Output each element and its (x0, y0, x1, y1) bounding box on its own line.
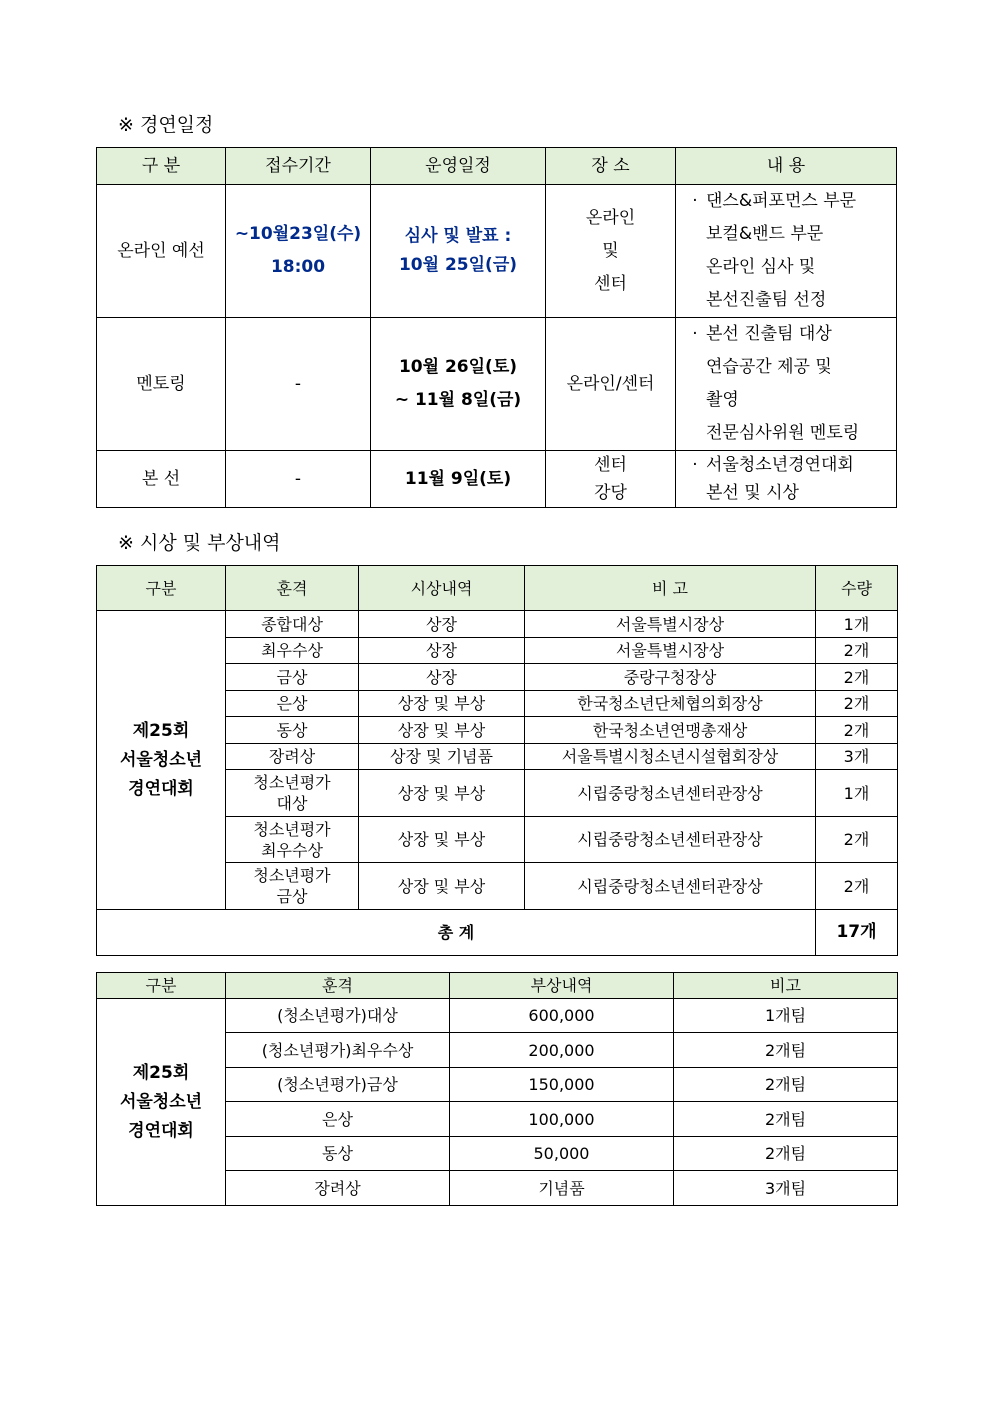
schedule-table (96, 147, 897, 508)
detail-cell: 상장 및 부상 (359, 717, 525, 744)
note-cell: 2개팀 (674, 1102, 898, 1137)
header-cell: 부상내역 (450, 973, 674, 999)
content-line: · 서울청소년경연대회 (684, 451, 896, 479)
detail-cell: 상장 및 부상 (359, 863, 525, 910)
content-cell (676, 185, 897, 318)
reception-line: ~10월23일(수) (234, 224, 362, 244)
rank-line: 청소년평가 (253, 773, 331, 792)
operation-line: 10월 25일(금) (398, 255, 518, 275)
group-label-line: 제25회 (132, 720, 190, 741)
schedule-header-row (97, 148, 897, 185)
reception-cell: - (226, 318, 371, 451)
rank-cell (226, 817, 359, 863)
rank-cell: (청소년평가)대상 (226, 999, 450, 1033)
qty-cell: 2개 (816, 817, 898, 863)
rank-cell: 은상 (226, 691, 359, 717)
detail-cell: 상장 및 부상 (359, 770, 525, 817)
place-line: 센터 (594, 273, 627, 294)
prize-cell: 기념품 (450, 1171, 674, 1206)
rank-cell (226, 863, 359, 910)
group-label-line: 제25회 (132, 1062, 190, 1083)
place-cell: 온라인/센터 (546, 318, 676, 451)
prize-cell: 150,000 (450, 1068, 674, 1102)
content-line: 연습공간 제공 및 (706, 357, 832, 377)
header-cell: 훈격 (226, 973, 450, 999)
awards-heading: ※ 시상 및 부상내역 (118, 532, 281, 554)
qty-cell: 2개 (816, 664, 898, 691)
prize-cell: 100,000 (450, 1102, 674, 1137)
prizes-header-row (97, 973, 898, 999)
prizes-table (96, 972, 898, 1206)
qty-cell: 2개 (816, 691, 898, 717)
prizes-row (97, 999, 898, 1033)
content-line: 본선 및 시상 (706, 483, 799, 503)
category-cell: 본 선 (97, 451, 226, 508)
content-line: 촬영 (706, 390, 739, 410)
rank-cell: 종합대상 (226, 611, 359, 638)
note-cell: 한국청소년연맹총재상 (525, 717, 816, 744)
reception-cell (226, 185, 371, 318)
group-label-line: 경연대회 (128, 1120, 194, 1141)
prizes-group-cell (97, 999, 226, 1206)
detail-cell: 상장 (359, 611, 525, 638)
rank-cell: 장려상 (226, 1171, 450, 1206)
schedule-heading: ※ 경연일정 (118, 114, 214, 136)
rank-cell: 은상 (226, 1102, 450, 1137)
header-cell: 장 소 (546, 148, 676, 185)
operation-cell (371, 318, 546, 451)
note-cell: 한국청소년단체협의회장상 (525, 691, 816, 717)
qty-cell: 1개 (816, 611, 898, 638)
rank-cell: (청소년평가)금상 (226, 1068, 450, 1102)
place-cell (546, 451, 676, 508)
header-cell: 비고 (674, 973, 898, 999)
rank-cell: 최우수상 (226, 638, 359, 664)
operation-line: 심사 및 발표 : (404, 226, 512, 246)
note-cell: 시립중랑청소년센터관장상 (525, 817, 816, 863)
detail-cell: 상장 및 기념품 (359, 744, 525, 770)
total-value-cell: 17개 (816, 910, 898, 956)
reception-line: 18:00 (270, 257, 326, 277)
place-line: 강당 (594, 483, 627, 503)
schedule-row (97, 185, 897, 318)
header-cell: 구분 (97, 973, 226, 999)
rank-line: 청소년평가 (253, 866, 331, 885)
content-line: · 본선 진출팀 대상 (684, 318, 896, 351)
awards-row (97, 611, 898, 638)
note-cell: 중랑구청장상 (525, 664, 816, 691)
prize-cell: 200,000 (450, 1033, 674, 1068)
detail-cell: 상장 및 부상 (359, 817, 525, 863)
operation-line: ~ 11월 8일(금) (394, 390, 522, 410)
rank-line: 청소년평가 (253, 819, 331, 839)
total-label-cell: 총 계 (97, 910, 816, 956)
header-cell: 비 고 (525, 566, 816, 611)
qty-cell: 2개 (816, 863, 898, 910)
operation-cell: 11월 9일(토) (371, 451, 546, 508)
qty-cell: 3개 (816, 744, 898, 770)
schedule-row (97, 318, 897, 451)
group-label-line: 경연대회 (128, 778, 194, 799)
header-cell: 구분 (97, 566, 226, 611)
place-line: 온라인 (585, 207, 636, 228)
place-line: 센터 (594, 455, 627, 475)
operation-line: 10월 26일(토) (398, 357, 518, 377)
qty-cell: 1개 (816, 770, 898, 817)
detail-cell: 상장 및 부상 (359, 691, 525, 717)
qty-cell: 2개 (816, 717, 898, 744)
content-cell (676, 451, 897, 508)
header-cell: 운영일정 (371, 148, 546, 185)
rank-cell: 금상 (226, 664, 359, 691)
header-cell: 훈격 (226, 566, 359, 611)
prize-cell: 50,000 (450, 1137, 674, 1171)
group-label-line: 서울청소년 (119, 1091, 203, 1112)
content-line: · 댄스&퍼포먼스 부문 (684, 185, 896, 218)
note-cell: 2개팀 (674, 1137, 898, 1171)
note-cell: 2개팀 (674, 1068, 898, 1102)
content-line: 본선진출팀 선정 (706, 290, 827, 310)
prize-cell: 600,000 (450, 999, 674, 1033)
reception-cell: - (226, 451, 371, 508)
note-cell: 서울특별시장상 (525, 611, 816, 638)
awards-total-row (97, 910, 898, 956)
rank-cell: 동상 (226, 1137, 450, 1171)
category-cell: 온라인 예선 (97, 185, 226, 318)
awards-table (96, 565, 898, 956)
header-cell: 내 용 (676, 148, 897, 185)
note-cell: 서울특별시청소년시설협회장상 (525, 744, 816, 770)
rank-line: 대상 (276, 794, 308, 813)
note-cell: 서울특별시장상 (525, 638, 816, 664)
schedule-row (97, 451, 897, 508)
content-line: 보컬&밴드 부문 (706, 224, 824, 244)
awards-group-cell (97, 611, 226, 910)
category-cell: 멘토링 (97, 318, 226, 451)
operation-cell (371, 185, 546, 318)
rank-cell: 장려상 (226, 744, 359, 770)
content-line: 온라인 심사 및 (706, 257, 816, 277)
rank-cell (226, 770, 359, 817)
awards-header-row (97, 566, 898, 611)
note-cell: 시립중랑청소년센터관장상 (525, 770, 816, 817)
rank-line: 최우수상 (261, 840, 323, 860)
note-cell: 2개팀 (674, 1033, 898, 1068)
detail-cell: 상장 (359, 664, 525, 691)
note-cell: 3개팀 (674, 1171, 898, 1206)
content-line: 전문심사위원 멘토링 (706, 423, 860, 443)
header-cell: 시상내역 (359, 566, 525, 611)
rank-cell: 동상 (226, 717, 359, 744)
header-cell: 구 분 (97, 148, 226, 185)
place-line: 및 (602, 240, 619, 261)
qty-cell: 2개 (816, 638, 898, 664)
header-cell: 수량 (816, 566, 898, 611)
rank-cell: (청소년평가)최우수상 (226, 1033, 450, 1068)
note-cell: 시립중랑청소년센터관장상 (525, 863, 816, 910)
detail-cell: 상장 (359, 638, 525, 664)
group-label-line: 서울청소년 (119, 749, 203, 770)
note-cell: 1개팀 (674, 999, 898, 1033)
content-cell (676, 318, 897, 451)
header-cell: 접수기간 (226, 148, 371, 185)
rank-line: 금상 (276, 887, 308, 906)
place-cell (546, 185, 676, 318)
